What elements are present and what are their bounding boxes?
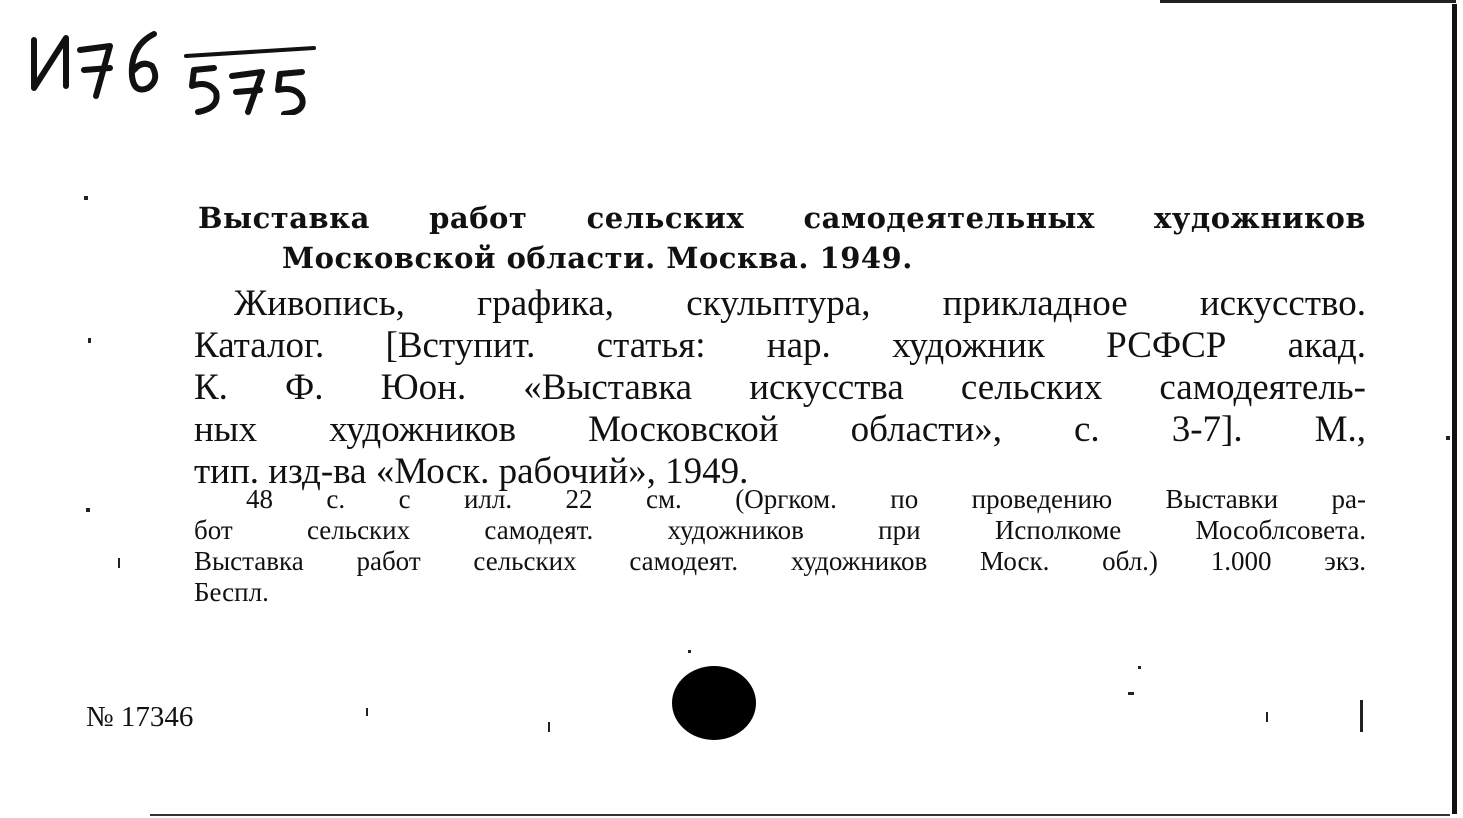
scan-speck	[1266, 712, 1268, 722]
heading-line-1: Выставка работ сельских самодеятельных художников	[198, 201, 1366, 235]
description-text	[194, 283, 1366, 493]
catalog-heading	[198, 198, 1366, 278]
description-line: Каталог. [Вступит. статья: нар. художник РСФСР акад.	[194, 325, 1366, 366]
handwritten-inventory-number	[26, 20, 326, 115]
heading-line-2: Московской области. Москва. 1949.	[282, 241, 913, 275]
scan-speck	[1446, 436, 1450, 440]
description-line: К. Ф. Юон. «Выставка искусства сельских самодеятель-	[194, 367, 1366, 408]
card-top-edge	[1160, 0, 1456, 3]
description-line: тип. изд-ва «Моск. рабочий», 1949.	[194, 451, 749, 492]
card-bottom-edge	[150, 814, 1450, 816]
scan-speck	[118, 558, 120, 568]
scan-speck	[548, 722, 550, 732]
notes-line: Беспл.	[194, 577, 269, 607]
card-right-edge	[1452, 4, 1457, 814]
scan-speck	[688, 650, 691, 653]
scan-speck	[1128, 692, 1134, 695]
catalog-number: № 17346	[86, 701, 194, 733]
description-line: ных художников Московской области», с. 3-7]. М.,	[194, 409, 1366, 450]
description-line: Живопись, графика, скульптура, прикладное искусство.	[234, 283, 1366, 324]
bibliographic-notes	[194, 484, 1366, 608]
scan-speck	[366, 708, 368, 716]
notes-line: Выставка работ сельских самодеят. художников Моск. обл.) 1.000 экз.	[194, 546, 1366, 576]
notes-line: бот сельских самодеят. художников при Исполкоме Мособлсовета.	[194, 515, 1366, 545]
scan-speck	[1360, 700, 1363, 732]
notes-line: 48 с. с илл. 22 см. (Оргком. по проведению Выставки ра-	[246, 484, 1366, 514]
scan-speck	[86, 508, 90, 512]
scan-speck	[1138, 666, 1141, 669]
scan-speck	[88, 338, 91, 343]
scan-speck	[84, 196, 88, 200]
punch-hole	[672, 666, 756, 740]
